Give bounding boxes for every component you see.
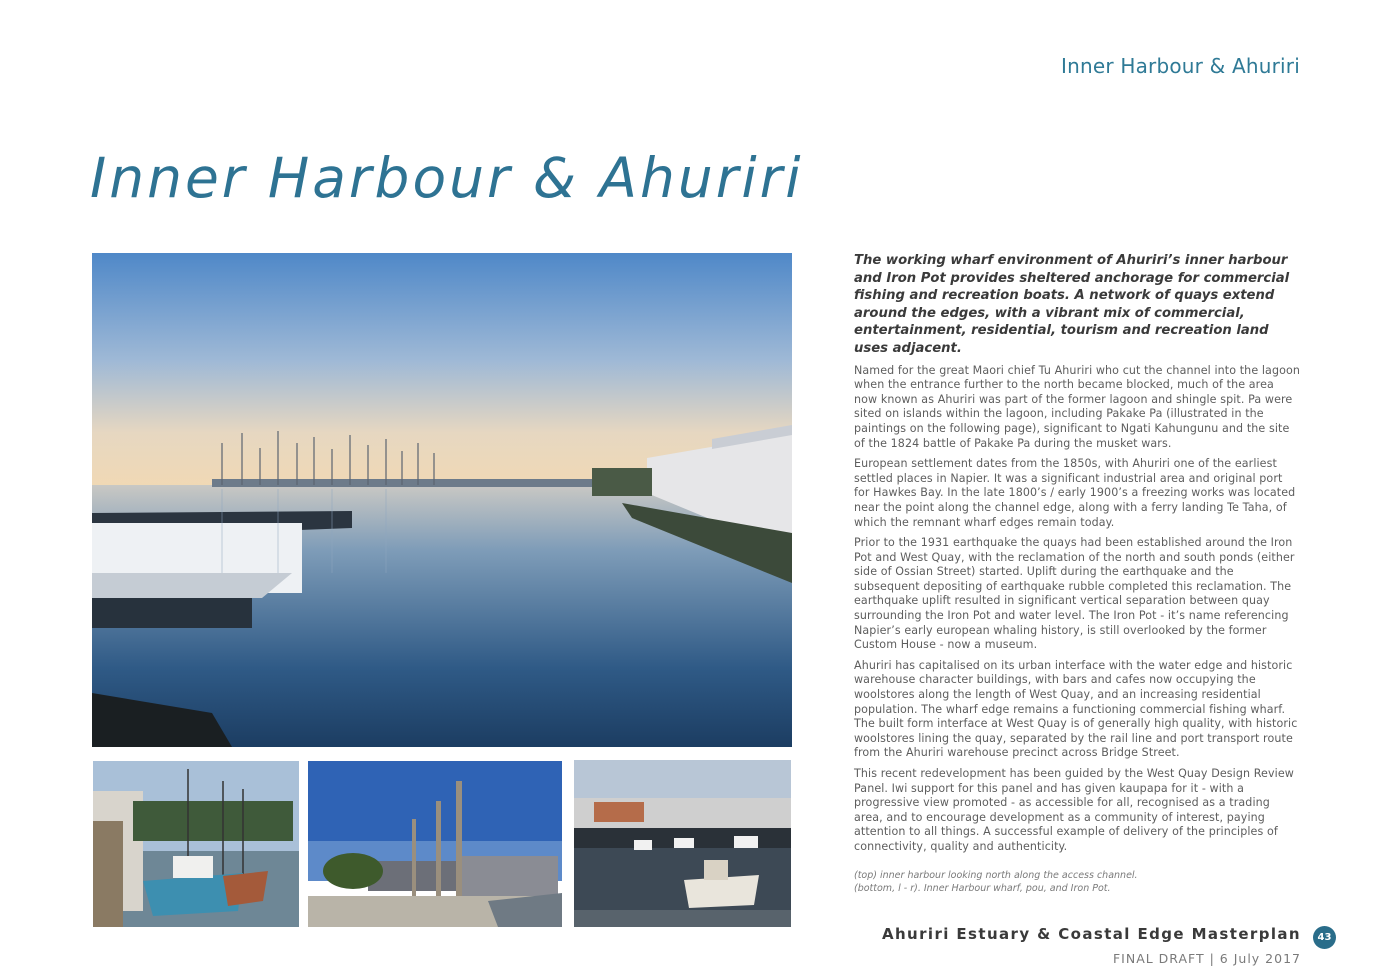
header-title: Inner Harbour & Ahuriri [1061, 54, 1300, 78]
lead-paragraph: The working wharf environment of Ahuriri’s inner harbour and Iron Pot provides sheltered anchorage for commercial fishing and recreation boats. A network of quays extend around the edges, with a vibrant mix of commercial, entertainment, residential, tourism and recreation land uses adjacent. [854, 253, 1290, 356]
caption-top: (top) inner harbour looking north along the access channel. [854, 869, 1138, 881]
iron-pot-photo [574, 760, 791, 927]
harbour-photo [92, 253, 792, 747]
body-paragraph: Prior to the 1931 earthquake the quays had been established around the Iron Pot and West Quay, with the reclamation of the north and south ponds (either side of Ossian Street) started. Uplift during the earthquake and the subsequent depositing of earthquake rubble completed this reclamation. The earthquake uplift resulted in significant vertical separation between quay surrounding the Iron Pot and water level. The Iron Pot - it’s name referencing Napier’s early european whaling history, is still overlooked by the former Custom House - now a museum. [854, 536, 1295, 652]
caption-bottom: (bottom, l - r). Inner Harbour wharf, pou, and Iron Pot. [854, 882, 1111, 894]
page-title: Inner Harbour & Ahuriri [90, 146, 804, 210]
body-paragraph: This recent redevelopment has been guided by the West Quay Design Review Panel. Iwi support for this panel and has given kaupapa for it - with a progressive view promoted - as accessible for all, recognised as a trading area, and to encourage development as a community of interest, paying attention to all things. A successful example of delivery of the principles of connectivity, quality and authenticity. [854, 767, 1294, 853]
body-paragraph: Ahuriri has capitalised on its urban interface with the water edge and historic warehouse character buildings, with bars and cafes now occupying the woolstores along the length of West Quay, and an increasing residential population. The wharf edge remains a functioning commercial fishing wharf. The built form interface at West Quay is of generally high quality, with historic woolstores lining the quay, separated by the rail line and port transport route from the Ahuriri warehouse precinct across Bridge Street. [854, 658, 1298, 760]
page-number-badge: 43 [1313, 926, 1336, 949]
text-column [854, 252, 1300, 895]
wharf-photo [93, 761, 299, 927]
body-paragraph: Named for the great Maori chief Tu Ahuriri who cut the channel into the lagoon when the entrance further to the north became blocked, much of the area now known as Ahuriri was part of the former lagoon and shingle spit. Pa were sited on islands within the lagoon, including Pakake Pa (illustrated in the paintings on the following page), significant to Ngati Kahungunu and the site of the 1824 battle of Pakake Pa during the musket wars. [854, 363, 1300, 450]
photo-captions [854, 869, 1300, 895]
pou-photo [308, 761, 562, 927]
body-paragraph: European settlement dates from the 1850s, with Ahuriri one of the earliest settled places in Napier. It was a significant industrial area and original port for Hawkes Bay. In the late 1800’s / early 1900’s a freezing works was located near the point along the channel edge, along with a ferry landing Te Taha, of which the remnant wharf edges remain today. [854, 457, 1296, 529]
footer-title: Ahuriri Estuary & Coastal Edge Masterplan [881, 925, 1301, 943]
footer-status: FINAL DRAFT | 6 July 2017 [1112, 951, 1301, 966]
